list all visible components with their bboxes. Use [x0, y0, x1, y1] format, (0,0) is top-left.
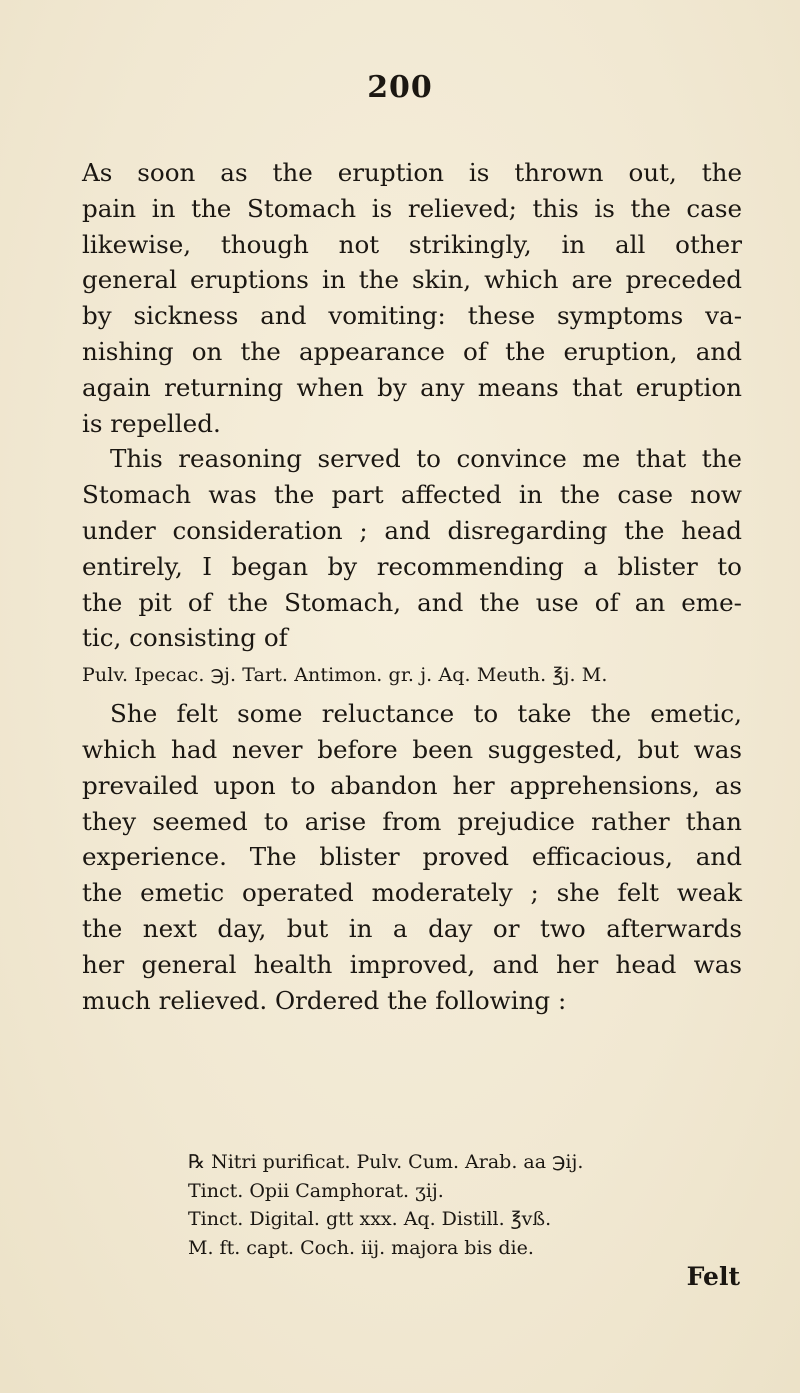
text-line: general eruptions in the skin, which are preceded: [82, 265, 742, 295]
text-line: This reasoning served to convince me that the: [110, 444, 742, 474]
text-line: nishing on the appearance of the eruption, and: [82, 336, 742, 366]
text-line: the emetic operated moderately ; she felt weak: [82, 878, 742, 908]
text-line: they seemed to arise from prejudice rather than: [82, 806, 742, 836]
text-line: again returning when by any means that eruption: [82, 372, 742, 402]
formula-line: ℞ Nitri purificat. Pulv. Cum. Arab. aa ℈ij.: [188, 1151, 584, 1173]
text-line: As soon as the eruption is thrown out, the: [82, 158, 742, 187]
text-line: the pit of the Stomach, and the use of an eme-: [82, 587, 742, 617]
text-line: Stomach was the part affected in the case now: [82, 480, 742, 510]
formula-line: Tinct. Digital. gtt xxx. Aq. Distill. ℥vß.: [188, 1208, 552, 1230]
text-line: under consideration ; and disregarding the head: [82, 515, 742, 545]
text-line: the next day, but in a day or two afterwards: [82, 913, 742, 943]
text-line: She felt some reluctance to take the emetic,: [110, 699, 742, 729]
body-text: [82, 155, 742, 1018]
text-line: tic, consisting of: [82, 623, 288, 653]
formula-line: Tinct. Opii Camphorat. ʒij.: [188, 1179, 444, 1202]
text-line: her general health improved, and her head was: [82, 949, 742, 979]
prescription-line: Pulv. Ipecac. ℈j. Tart. Antimon. gr. j. Aq. Meuth. ℥j. M.: [82, 664, 608, 687]
catchword: Felt: [686, 1262, 740, 1291]
text-line: is repelled.: [82, 408, 221, 438]
text-line: by sickness and vomiting: these symptoms va-: [82, 301, 742, 331]
text-line: pain in the Stomach is relieved; this is the case: [82, 193, 742, 223]
prescription-formula: [188, 1148, 708, 1262]
text-line: likewise, though not strikingly, in all other: [82, 229, 742, 259]
text-line: entirely, I began by recommending a blister to: [82, 551, 742, 581]
text-line: much relieved. Ordered the following :: [82, 985, 567, 1015]
text-line: which had never before been suggested, but was: [82, 734, 742, 764]
page-number: 200: [367, 70, 433, 105]
formula-line: M. ft. capt. Coch. iij. majora bis die.: [188, 1236, 534, 1259]
text-line: prevailed upon to abandon her apprehensions, as: [82, 770, 742, 800]
text-line: experience. The blister proved efficacious, and: [82, 842, 742, 872]
